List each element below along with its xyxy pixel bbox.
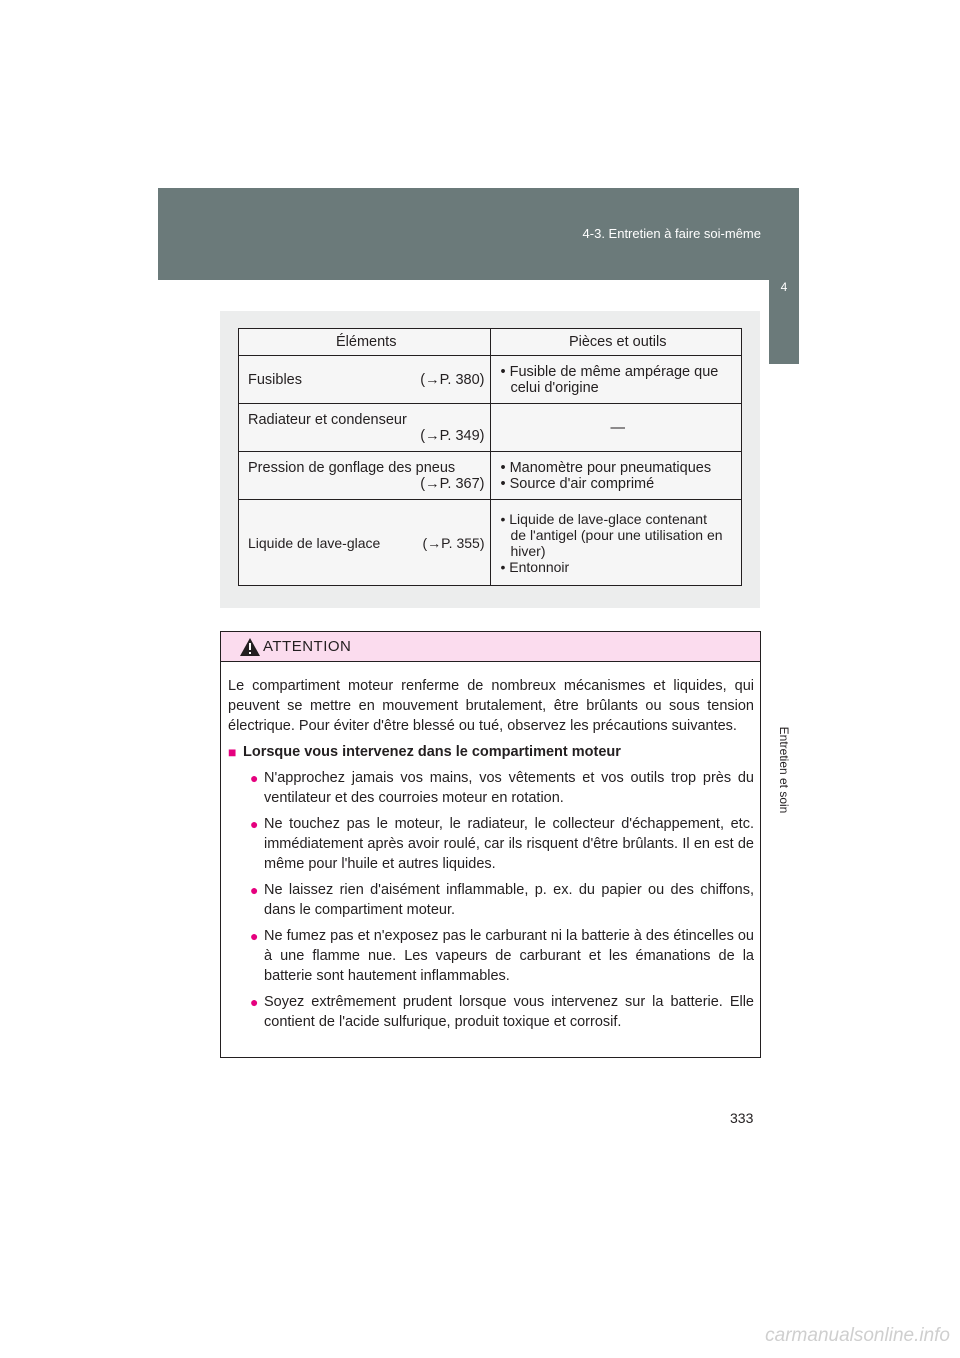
table-header-row [239,329,742,356]
chapter-label-container [769,700,799,840]
list-item [250,880,754,920]
list-item-text: N'approchez jamais vos mains, vos vêtements et vos outils trop près du ventilateur et des courroies moteur en rotation. [264,770,754,806]
warning-title: ATTENTION [263,638,352,655]
list-item [250,992,754,1032]
page-reference: (→P. 355) [422,534,485,551]
parts-line: • Liquide de lave-glace contenant [500,510,707,527]
warning-intro: Le compartiment moteur renferme de nombreux mécanismes et liquides, qui peuvent se mettre en mouvement brutalement, être brûlants ou sous tension électrique. Pour éviter d'être blessé ou tué, observez les précautions suivantes. [228,678,754,734]
list-item [250,926,754,986]
warning-subheading [228,742,754,762]
warning-triangle-icon [239,637,261,657]
warning-box [220,631,761,1058]
page-number: 333 [730,1110,754,1126]
bullet-dot-icon: ● [250,770,259,786]
table-row [239,500,742,586]
section-title: 4-3. Entretien à faire soi-même [582,226,761,241]
bullet-dot-icon: ● [250,994,259,1010]
page-reference: (→P. 380) [420,371,485,388]
list-item-text: Ne laissez rien d'aisément inflammable, p. ex. du papier ou des chiffons, dans le compartiment moteur. [264,882,754,918]
parts-table-panel [220,311,760,608]
table-cell-parts [491,356,742,404]
table-cell-parts [491,404,742,452]
table-cell-item [239,500,491,586]
item-name: Radiateur et condenseur [248,411,407,428]
watermark: carmanualsonline.info [765,1325,950,1346]
list-item-text: Soyez extrêmement prudent lorsque vous intervenez sur la batterie. Elle contient de l'acide sulfurique, produit toxique et corrosif. [264,994,754,1030]
bullet-dot-icon: ● [250,816,259,832]
bullet-dot-icon: ● [250,928,259,944]
column-header-parts: Pièces et outils [491,329,742,356]
table-cell-item [239,452,491,500]
warning-header [221,632,760,662]
item-name: Liquide de lave-glace [248,534,381,551]
table-cell-item [239,404,491,452]
table-row [239,452,742,500]
parts-line: • Fusible de même ampérage que [500,363,719,380]
page-reference: (→P. 349) [420,427,485,444]
list-item-text: Ne touchez pas le moteur, le radiateur, le collecteur d'échappement, etc. immédiatement après avoir roulé, car ils risquent d'être brûlants. Il en est de même pour l'huile et autres liquides. [264,816,754,872]
parts-table [238,328,742,586]
parts-line: • Entonnoir [500,558,570,575]
parts-line: hiver) [510,542,546,559]
table-cell-item [239,356,491,404]
parts-line: de l'antigel (pour une utilisation en [510,526,723,543]
page-reference: (→P. 367) [420,475,485,492]
chapter-tab [769,280,799,364]
list-item [250,768,754,808]
table-cell-parts [491,500,742,586]
item-name: Pression de gonflage des pneus [248,459,456,476]
list-item [250,814,754,874]
table-row [239,404,742,452]
table-row [239,356,742,404]
section-header-band [158,188,799,280]
chapter-number: 4 [780,280,788,294]
bullet-dot-icon: ● [250,882,259,898]
table-cell-parts [491,452,742,500]
item-name: Fusibles [248,371,302,388]
parts-line: celui d'origine [510,379,599,396]
parts-line: • Manomètre pour pneumatiques [500,459,712,476]
list-item-text: Ne fumez pas et n'exposez pas le carburant ni la batterie à des étincelles ou à une flamme nue. Les vapeurs de carburant et les émanations de la batterie sont hautement inflammables. [264,928,754,984]
chapter-label: Entretien et soin [777,726,791,814]
square-bullet-icon: ■ [228,744,237,760]
warning-subheading-text: Lorsque vous intervenez dans le compartiment moteur [243,744,621,760]
warning-body [221,662,760,1032]
parts-line: — [610,419,625,436]
column-header-items: Éléments [239,329,491,356]
parts-line: • Source d'air comprimé [500,475,655,492]
